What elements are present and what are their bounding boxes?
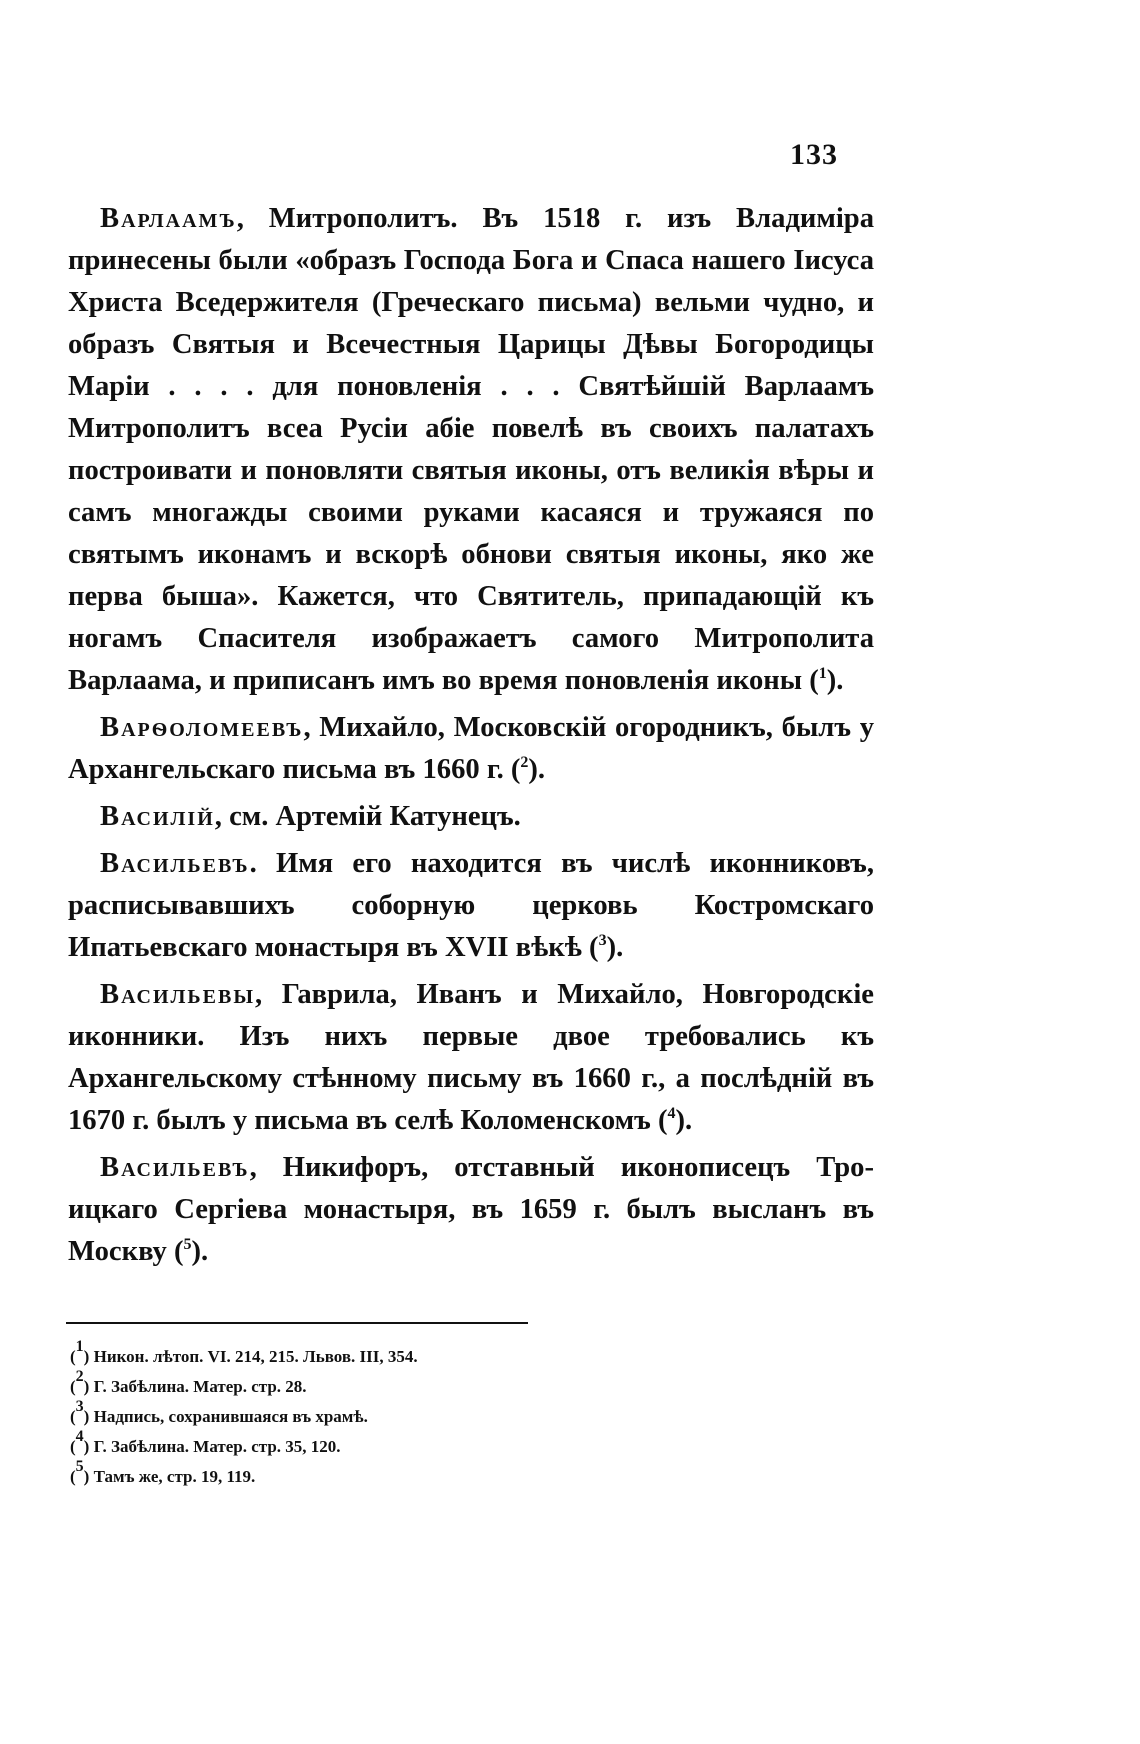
entry-heading: Васильевъ	[100, 848, 250, 879]
footnote-text: Тамъ же, стр. 19, 119.	[93, 1467, 256, 1486]
entry-vasiliy	[68, 796, 874, 838]
footnote-mark: 3	[75, 1398, 84, 1415]
entry-text: , Михайло, Московскій огородникъ, былъ у Архангельскаго письма въ 1660 г. (	[68, 712, 874, 785]
footnote-2: ($^2$) Г. Забѣлина. Матер. стр. 28.	[70, 1368, 307, 1396]
footnote-ref[interactable]: 3	[598, 932, 607, 949]
entry-heading: Василій	[100, 801, 215, 832]
footnote-text: Никон. лѣтоп. VI. 214, 215. Львов. III, 354.	[93, 1347, 418, 1366]
entry-tail: ).	[606, 932, 624, 963]
entry-vasiliev-nikifor	[68, 1147, 874, 1273]
entry-text: , Митрополитъ. Въ 1518 г. изъ Владиміра принесены были «образъ Господа Бога и Спаса нашего Іисуса Христа Вседержителя (Греческаго письма) вельми чудно, и образъ Святыя и Всечестныя Царицы Дѣвы Богородицы Маріи . . . . для поновленія . . . Святѣйшій Варлаамъ Митрополитъ всеа Русіи абіе повелѣ въ своихъ палатахъ построивати и поновляти святыя иконы, отъ великія вѣры и самъ многажды своими руками касаяся и тружаяся по святымъ иконамъ и вскорѣ обнови святыя иконы, яко же перва быша». Кажется, что Святитель, припадающій къ ногамъ Спасителя изображаетъ самого Митрополита Варлаама, и приписанъ имъ во время поновленія иконы (	[68, 203, 874, 696]
footnote-mark: 4	[75, 1428, 84, 1445]
entry-heading: Варѳоломеевъ	[100, 712, 304, 743]
footnote-5: ($^5$) Тамъ же, стр. 19, 119.	[70, 1458, 256, 1486]
entry-tail: ).	[826, 665, 844, 696]
page-number: 133	[790, 138, 838, 171]
footnote-text: Надпись, сохранившаяся въ храмѣ.	[93, 1407, 368, 1426]
footnote-ref[interactable]: 4	[667, 1105, 676, 1122]
entry-tail: ).	[675, 1105, 693, 1136]
footnote-ref[interactable]: 1	[818, 665, 827, 682]
footnote-text: Г. Забѣлина. Матер. стр. 28.	[93, 1377, 307, 1396]
entry-varlaam	[68, 198, 874, 702]
entry-varfolomeev	[68, 707, 874, 791]
entry-heading: Васильевы	[100, 979, 255, 1010]
footnote-separator	[66, 1322, 528, 1324]
entry-text: , Гаврила, Иванъ и Михайло, Новгородскіе иконники. Изъ нихъ первые двое требовались къ Архангельскому стѣнному письму въ 1660 г., а послѣдній въ 1670 г. былъ у письма въ селѣ Коломенскомъ (	[68, 979, 874, 1136]
footnote-3: ($^3$) Надпись, сохранившаяся въ храмѣ.	[70, 1398, 368, 1426]
footnote-mark: 2	[75, 1368, 84, 1385]
footnote-ref[interactable]: 5	[183, 1236, 192, 1253]
entry-vasiliev	[68, 843, 874, 969]
entry-tail: ).	[528, 754, 546, 785]
entry-tail: ).	[191, 1236, 209, 1267]
entry-text: . Имя его находится въ числѣ иконниковъ, расписывавшихъ соборную церковь Костромскаго Ипатьевскаго монастыря въ XVII вѣкѣ (	[68, 848, 874, 963]
entry-heading: Варлаамъ	[100, 203, 237, 234]
entry-heading: Васильевъ	[100, 1152, 250, 1183]
footnote-1: ($^1$) Никон. лѣтоп. VI. 214, 215. Львов. III, 354.	[70, 1338, 418, 1366]
entry-text: , см. Артемій Катунецъ.	[214, 801, 521, 832]
main-text	[68, 198, 874, 1278]
footnote-text: Г. Забѣлина. Матер. стр. 35, 120.	[93, 1437, 341, 1456]
entry-text: , Никифоръ, отставный иконописецъ Троицкаго Сергіева монастыря, въ 1659 г. былъ высланъ въ Москву (	[68, 1152, 874, 1267]
footnote-mark: 1	[75, 1338, 84, 1355]
footnote-mark: 5	[75, 1458, 84, 1475]
footnote-4: ($^4$) Г. Забѣлина. Матер. стр. 35, 120.	[70, 1428, 341, 1456]
footnote-ref[interactable]: 2	[520, 754, 529, 771]
entry-vasilievy	[68, 974, 874, 1142]
footnotes	[70, 1338, 770, 1492]
